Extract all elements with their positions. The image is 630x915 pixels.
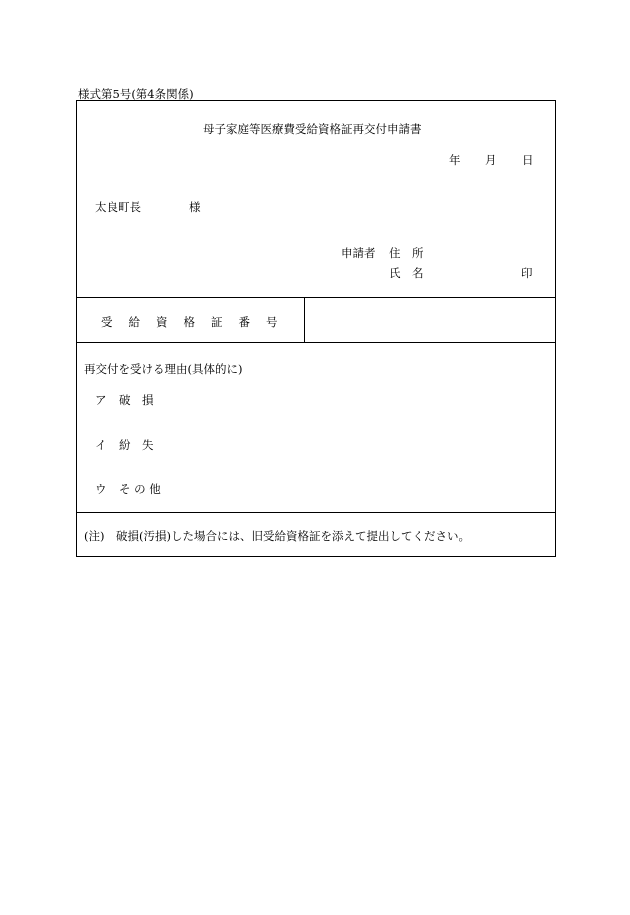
- certificate-number-field[interactable]: [317, 314, 545, 330]
- certificate-number-label: 受給資格証番号: [101, 315, 294, 329]
- divider-line: [77, 342, 555, 343]
- date-month-label: 月: [485, 153, 497, 167]
- form-title: 母子家庭等医療費受給資格証再交付申請書: [203, 122, 422, 136]
- name-label: 氏 名: [389, 266, 424, 280]
- reason-option-other[interactable]: そ の 他: [119, 482, 161, 496]
- reason-option-mark: イ: [95, 438, 107, 452]
- form-note: (注) 破損(汚損)した場合には、旧受給資格証を添えて提出してください。: [84, 529, 470, 543]
- date-year-label: 年: [449, 153, 461, 167]
- addressee-name: 太良町長: [95, 200, 141, 214]
- reason-heading: 再交付を受ける理由(具体的に): [84, 362, 243, 376]
- column-divider: [304, 297, 305, 342]
- divider-line: [77, 297, 555, 298]
- address-label: 住 所: [389, 246, 424, 260]
- application-form: [76, 100, 556, 557]
- reason-option-damage[interactable]: 破 損: [119, 393, 154, 407]
- reason-option-mark: ウ: [95, 482, 107, 496]
- form-number: 様式第5号(第4条関係): [78, 87, 194, 101]
- date-day-label: 日: [522, 153, 534, 167]
- reason-option-mark: ア: [95, 393, 107, 407]
- seal-mark: 印: [521, 266, 533, 280]
- divider-line: [77, 512, 555, 513]
- reason-option-loss[interactable]: 紛 失: [119, 438, 154, 452]
- applicant-label: 申請者: [341, 246, 376, 260]
- addressee-honorific: 様: [189, 200, 201, 214]
